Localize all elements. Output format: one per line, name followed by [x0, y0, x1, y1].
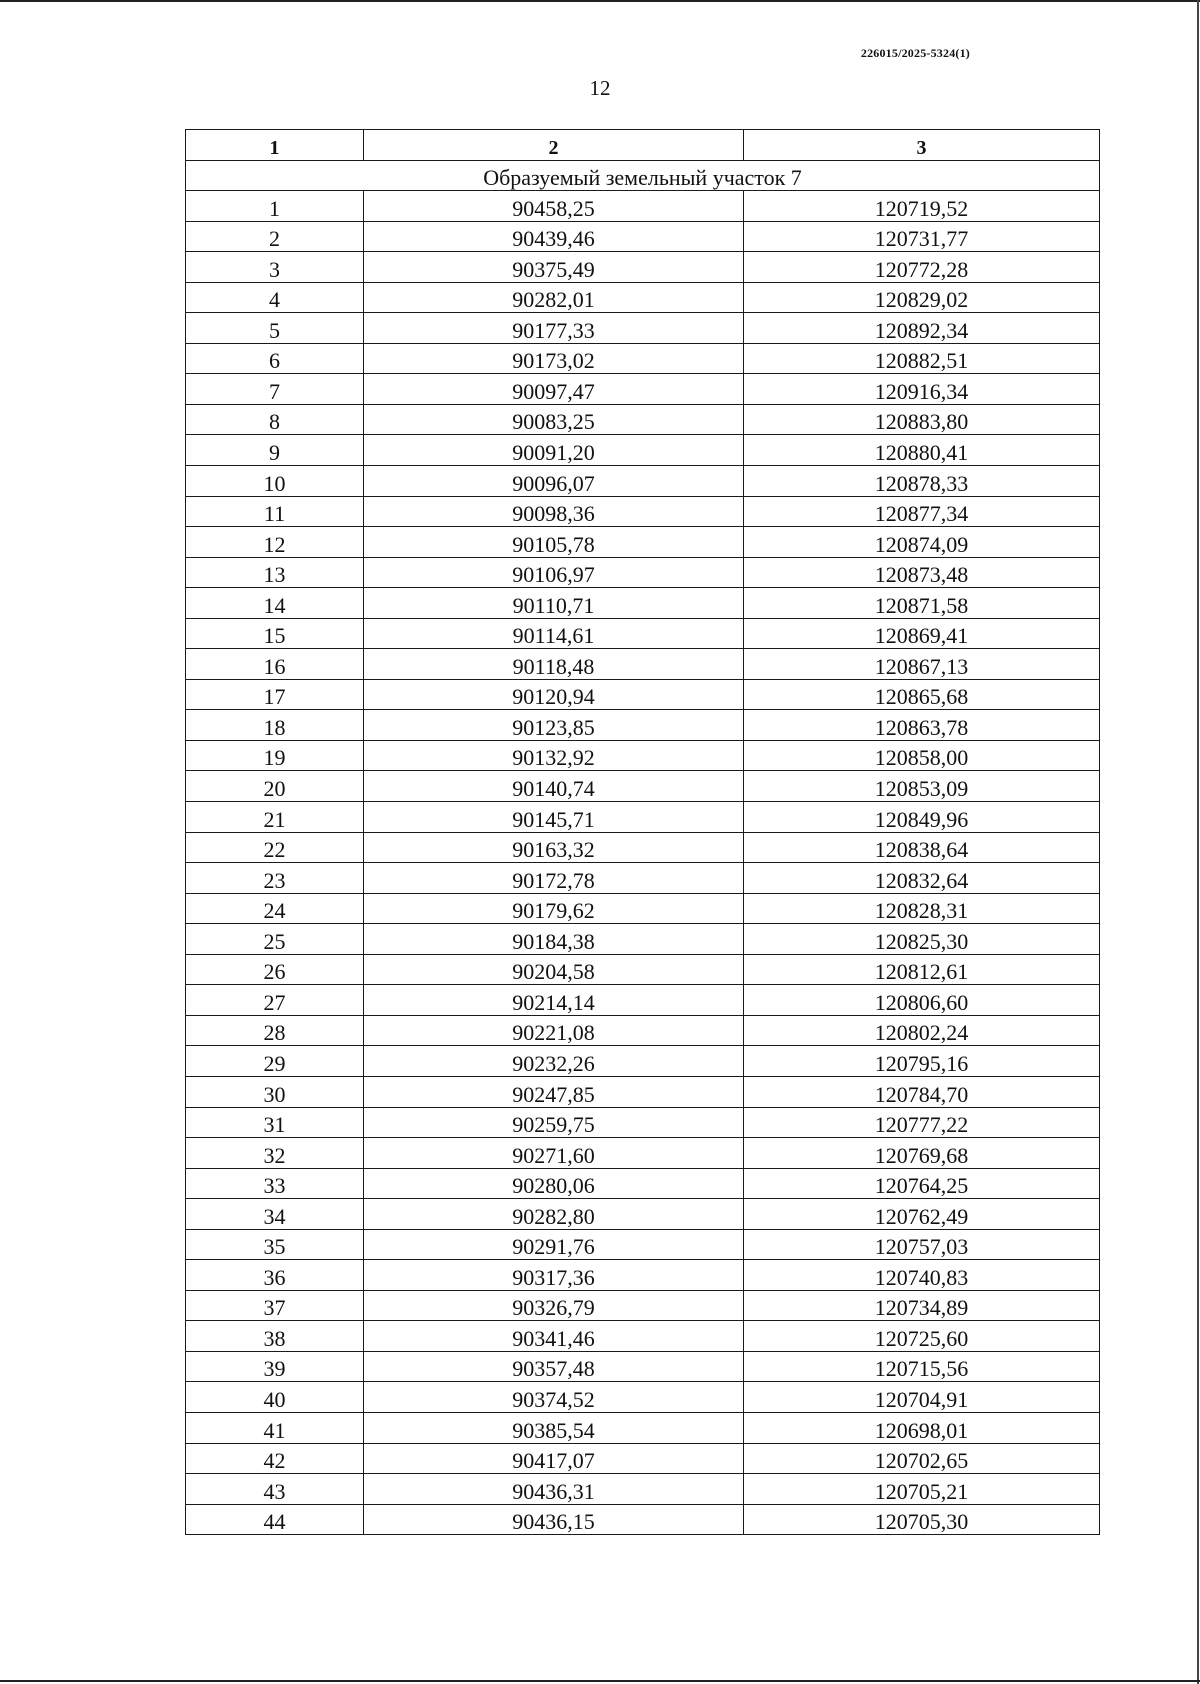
y-coordinate-cell: 120772,28: [744, 252, 1100, 283]
table-row: [186, 343, 1100, 374]
point-number-cell: 1: [186, 191, 364, 222]
table-row: [186, 1015, 1100, 1046]
x-coordinate-cell: 90417,07: [364, 1443, 744, 1474]
y-coordinate-cell: 120873,48: [744, 557, 1100, 588]
y-coordinate-cell: 120812,61: [744, 954, 1100, 985]
x-coordinate-cell: 90436,31: [364, 1474, 744, 1505]
y-coordinate-cell: 120853,09: [744, 771, 1100, 802]
x-coordinate-cell: 90317,36: [364, 1260, 744, 1291]
y-coordinate-cell: 120858,00: [744, 740, 1100, 771]
y-coordinate-cell: 120883,80: [744, 404, 1100, 435]
table-row: [186, 771, 1100, 802]
point-number-cell: 26: [186, 954, 364, 985]
x-coordinate-cell: 90105,78: [364, 527, 744, 558]
y-coordinate-cell: 120769,68: [744, 1138, 1100, 1169]
x-coordinate-cell: 90282,01: [364, 282, 744, 313]
x-coordinate-cell: 90179,62: [364, 893, 744, 924]
point-number-cell: 6: [186, 343, 364, 374]
table-row: [186, 527, 1100, 558]
table-row: [186, 1107, 1100, 1138]
x-coordinate-cell: 90118,48: [364, 649, 744, 680]
x-coordinate-cell: 90091,20: [364, 435, 744, 466]
section-title: Образуемый земельный участок 7: [186, 160, 1100, 191]
table-row: [186, 496, 1100, 527]
point-number-cell: 14: [186, 588, 364, 619]
y-coordinate-cell: 120802,24: [744, 1015, 1100, 1046]
x-coordinate-cell: 90114,61: [364, 618, 744, 649]
point-number-cell: 22: [186, 832, 364, 863]
point-number-cell: 21: [186, 802, 364, 833]
x-coordinate-cell: 90247,85: [364, 1076, 744, 1107]
page-right-border: [1197, 0, 1199, 1684]
table-row: [186, 1412, 1100, 1443]
y-coordinate-cell: 120705,21: [744, 1474, 1100, 1505]
y-coordinate-cell: 120838,64: [744, 832, 1100, 863]
table-row: [186, 1321, 1100, 1352]
y-coordinate-cell: 120832,64: [744, 863, 1100, 894]
x-coordinate-cell: 90259,75: [364, 1107, 744, 1138]
table-row: [186, 649, 1100, 680]
point-number-cell: 30: [186, 1076, 364, 1107]
x-coordinate-cell: 90145,71: [364, 802, 744, 833]
y-coordinate-cell: 120849,96: [744, 802, 1100, 833]
x-coordinate-cell: 90214,14: [364, 985, 744, 1016]
y-coordinate-cell: 120829,02: [744, 282, 1100, 313]
table-row: [186, 1076, 1100, 1107]
point-number-cell: 41: [186, 1412, 364, 1443]
y-coordinate-cell: 120867,13: [744, 649, 1100, 680]
point-number-cell: 31: [186, 1107, 364, 1138]
table-row: [186, 1382, 1100, 1413]
table-row: [186, 802, 1100, 833]
point-number-cell: 4: [186, 282, 364, 313]
table-row: [186, 435, 1100, 466]
table-row: [186, 221, 1100, 252]
x-coordinate-cell: 90221,08: [364, 1015, 744, 1046]
coordinates-table: [185, 129, 1100, 1535]
table-row: [186, 710, 1100, 741]
y-coordinate-cell: 120877,34: [744, 496, 1100, 527]
x-coordinate-cell: 90132,92: [364, 740, 744, 771]
x-coordinate-cell: 90184,38: [364, 924, 744, 955]
y-coordinate-cell: 120806,60: [744, 985, 1100, 1016]
column-header-1: 1: [186, 130, 364, 161]
table-row: [186, 924, 1100, 955]
y-coordinate-cell: 120777,22: [744, 1107, 1100, 1138]
table-row: [186, 679, 1100, 710]
x-coordinate-cell: 90098,36: [364, 496, 744, 527]
table-row: [186, 1443, 1100, 1474]
y-coordinate-cell: 120704,91: [744, 1382, 1100, 1413]
point-number-cell: 5: [186, 313, 364, 344]
y-coordinate-cell: 120764,25: [744, 1168, 1100, 1199]
y-coordinate-cell: 120795,16: [744, 1046, 1100, 1077]
table-row: [186, 954, 1100, 985]
y-coordinate-cell: 120869,41: [744, 618, 1100, 649]
table-row: [186, 1504, 1100, 1535]
column-header-3: 3: [744, 130, 1100, 161]
y-coordinate-cell: 120719,52: [744, 191, 1100, 222]
x-coordinate-cell: 90326,79: [364, 1290, 744, 1321]
x-coordinate-cell: 90232,26: [364, 1046, 744, 1077]
x-coordinate-cell: 90172,78: [364, 863, 744, 894]
table-row: [186, 1138, 1100, 1169]
page-number: 12: [589, 76, 611, 100]
table-row: [186, 618, 1100, 649]
x-coordinate-cell: 90280,06: [364, 1168, 744, 1199]
x-coordinate-cell: 90271,60: [364, 1138, 744, 1169]
x-coordinate-cell: 90177,33: [364, 313, 744, 344]
table-row: [186, 588, 1100, 619]
x-coordinate-cell: 90357,48: [364, 1351, 744, 1382]
point-number-cell: 15: [186, 618, 364, 649]
point-number-cell: 2: [186, 221, 364, 252]
point-number-cell: 20: [186, 771, 364, 802]
point-number-cell: 19: [186, 740, 364, 771]
table-row: [186, 252, 1100, 283]
point-number-cell: 9: [186, 435, 364, 466]
table-row: [186, 1229, 1100, 1260]
section-row: [186, 160, 1100, 191]
point-number-cell: 3: [186, 252, 364, 283]
table-row: [186, 1474, 1100, 1505]
table-row: [186, 191, 1100, 222]
y-coordinate-cell: 120784,70: [744, 1076, 1100, 1107]
x-coordinate-cell: 90163,32: [364, 832, 744, 863]
point-number-cell: 10: [186, 466, 364, 497]
point-number-cell: 36: [186, 1260, 364, 1291]
table-row: [186, 1046, 1100, 1077]
x-coordinate-cell: 90120,94: [364, 679, 744, 710]
x-coordinate-cell: 90204,58: [364, 954, 744, 985]
x-coordinate-cell: 90083,25: [364, 404, 744, 435]
point-number-cell: 27: [186, 985, 364, 1016]
y-coordinate-cell: 120725,60: [744, 1321, 1100, 1352]
y-coordinate-cell: 120878,33: [744, 466, 1100, 497]
point-number-cell: 24: [186, 893, 364, 924]
point-number-cell: 16: [186, 649, 364, 680]
table-row: [186, 282, 1100, 313]
y-coordinate-cell: 120762,49: [744, 1199, 1100, 1230]
page-top-border: [0, 0, 1200, 2]
point-number-cell: 18: [186, 710, 364, 741]
point-number-cell: 39: [186, 1351, 364, 1382]
y-coordinate-cell: 120757,03: [744, 1229, 1100, 1260]
table-row: [186, 466, 1100, 497]
point-number-cell: 43: [186, 1474, 364, 1505]
x-coordinate-cell: 90096,07: [364, 466, 744, 497]
table-row: [186, 1199, 1100, 1230]
x-coordinate-cell: 90375,49: [364, 252, 744, 283]
table-row: [186, 1260, 1100, 1291]
point-number-cell: 38: [186, 1321, 364, 1352]
table-row: [186, 404, 1100, 435]
table-row: [186, 1351, 1100, 1382]
point-number-cell: 33: [186, 1168, 364, 1199]
point-number-cell: 23: [186, 863, 364, 894]
y-coordinate-cell: 120874,09: [744, 527, 1100, 558]
point-number-cell: 32: [186, 1138, 364, 1169]
point-number-cell: 34: [186, 1199, 364, 1230]
point-number-cell: 29: [186, 1046, 364, 1077]
y-coordinate-cell: 120871,58: [744, 588, 1100, 619]
y-coordinate-cell: 120882,51: [744, 343, 1100, 374]
x-coordinate-cell: 90458,25: [364, 191, 744, 222]
table-row: [186, 832, 1100, 863]
x-coordinate-cell: 90110,71: [364, 588, 744, 619]
document-id: 226015/2025-5324(1): [860, 46, 970, 60]
table-row: [186, 557, 1100, 588]
point-number-cell: 12: [186, 527, 364, 558]
point-number-cell: 44: [186, 1504, 364, 1535]
x-coordinate-cell: 90282,80: [364, 1199, 744, 1230]
y-coordinate-cell: 120865,68: [744, 679, 1100, 710]
point-number-cell: 37: [186, 1290, 364, 1321]
table-row: [186, 1168, 1100, 1199]
header-row: [186, 130, 1100, 161]
table-row: [186, 985, 1100, 1016]
y-coordinate-cell: 120828,31: [744, 893, 1100, 924]
column-header-2: 2: [364, 130, 744, 161]
y-coordinate-cell: 120698,01: [744, 1412, 1100, 1443]
x-coordinate-cell: 90123,85: [364, 710, 744, 741]
table-row: [186, 740, 1100, 771]
table-row: [186, 893, 1100, 924]
y-coordinate-cell: 120863,78: [744, 710, 1100, 741]
y-coordinate-cell: 120731,77: [744, 221, 1100, 252]
x-coordinate-cell: 90173,02: [364, 343, 744, 374]
table-row: [186, 374, 1100, 405]
point-number-cell: 8: [186, 404, 364, 435]
point-number-cell: 35: [186, 1229, 364, 1260]
point-number-cell: 13: [186, 557, 364, 588]
point-number-cell: 25: [186, 924, 364, 955]
table-row: [186, 1290, 1100, 1321]
y-coordinate-cell: 120825,30: [744, 924, 1100, 955]
x-coordinate-cell: 90436,15: [364, 1504, 744, 1535]
y-coordinate-cell: 120734,89: [744, 1290, 1100, 1321]
point-number-cell: 7: [186, 374, 364, 405]
point-number-cell: 17: [186, 679, 364, 710]
page-bottom-border: [0, 1680, 1200, 1682]
x-coordinate-cell: 90097,47: [364, 374, 744, 405]
x-coordinate-cell: 90439,46: [364, 221, 744, 252]
y-coordinate-cell: 120916,34: [744, 374, 1100, 405]
x-coordinate-cell: 90291,76: [364, 1229, 744, 1260]
point-number-cell: 40: [186, 1382, 364, 1413]
x-coordinate-cell: 90140,74: [364, 771, 744, 802]
y-coordinate-cell: 120880,41: [744, 435, 1100, 466]
y-coordinate-cell: 120892,34: [744, 313, 1100, 344]
point-number-cell: 28: [186, 1015, 364, 1046]
x-coordinate-cell: 90106,97: [364, 557, 744, 588]
y-coordinate-cell: 120740,83: [744, 1260, 1100, 1291]
table-body: [186, 160, 1100, 1535]
table-header: [186, 130, 1100, 161]
x-coordinate-cell: 90385,54: [364, 1412, 744, 1443]
table-row: [186, 313, 1100, 344]
y-coordinate-cell: 120715,56: [744, 1351, 1100, 1382]
y-coordinate-cell: 120702,65: [744, 1443, 1100, 1474]
y-coordinate-cell: 120705,30: [744, 1504, 1100, 1535]
point-number-cell: 11: [186, 496, 364, 527]
x-coordinate-cell: 90341,46: [364, 1321, 744, 1352]
point-number-cell: 42: [186, 1443, 364, 1474]
x-coordinate-cell: 90374,52: [364, 1382, 744, 1413]
table-row: [186, 863, 1100, 894]
